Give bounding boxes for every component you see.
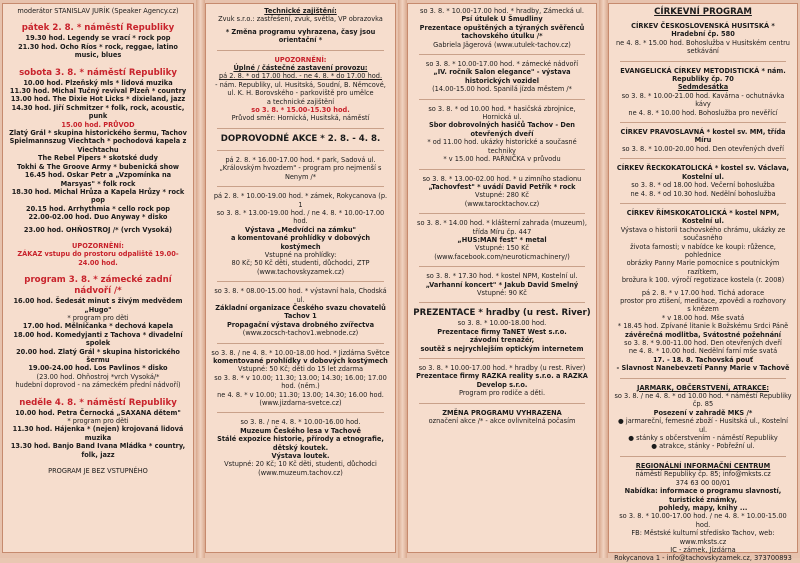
program-item: 20.00 hod. Zlatý Grál * skupina historického šermu <box>16 347 180 364</box>
info-center-heading: REGIONÁLNÍ INFORMAČNÍ CENTRUM <box>635 461 771 470</box>
event-time: pá 2. 8. * 16.00-17.00 hod. * park, Sadová ul. <box>225 155 376 164</box>
event-time: so 3. 8. / ne 4. 8. * 10.00-16.00 hod. <box>240 418 361 427</box>
closure-heading: Úplné / částečné zastavení provozu: <box>233 64 368 73</box>
program-column-3 <box>407 3 597 553</box>
event-price: Vstupné: 280 Kč <box>474 191 530 200</box>
info-center-text: IC - zámek, Jízdárna <box>670 545 736 554</box>
event-title: Prezentace firmy TaNET West s.r.o. <box>437 327 567 336</box>
event-web: (www.jizdarna-svetce.cz) <box>259 399 342 408</box>
event-time: so 3. 8. * od 10.00 hod. * hasičská zbrojnice, Hornická ul. <box>428 104 576 122</box>
weather-note: označení akce /* - akce ovlivnitelná počasím <box>428 417 576 426</box>
closure-dates: pá 2. 8. * od 17.00 hod. - ne 4. 8. * do 17.00 hod. <box>218 72 383 81</box>
day-heading-saturday: sobota 3. 8. * náměstí Republiky <box>19 67 177 78</box>
event-title: Prezentace opuštěných a týraných svěřenců <box>419 23 585 32</box>
program-change-note: * Změna programu vyhrazena, časy jsou orientační * <box>225 27 376 45</box>
program-item: 17.00 hod. Mělničanka * dechová kapela <box>22 322 174 331</box>
event-price: Vstupné: 20 Kč; 10 Kč děti, studenti, důchodci <box>224 460 377 469</box>
technical-heading: Technické zajištění: <box>264 7 337 15</box>
event-title: Muzeum Českého lesa v Tachově <box>240 426 361 435</box>
fold-line <box>398 0 407 558</box>
event-title: Základní organizace Českého svazu chovatelů Tachov 1 <box>215 303 386 321</box>
program-item: The Rebel Pipers * skotské dudy <box>38 154 158 163</box>
program-item: 16.45 hod. Oskar Petr a „Vzpomínka na Marsyas" * folk rock <box>24 171 172 188</box>
event-time: so 3. 8. * v 10.00; 11.30; 13.00; 14.30; 16.00; 17.00 hod. (něm.) <box>214 373 387 391</box>
event-time: so 3. 8. * 14.00 hod. * klášterní zahrada (muzeum), <box>417 219 587 228</box>
church-event: ne 4. 8. * 10.00 hod. Bohoslužba pro nevěřící <box>628 108 778 117</box>
program-column-1 <box>2 3 194 553</box>
church-event: ne 4. 8. * od 10.30 hod. Nedělní bohoslužba <box>630 189 776 198</box>
event-note: (14.00-15.00 hod. Spanilá jízda městem /* <box>432 85 572 94</box>
program-item: * program pro děti <box>67 417 129 426</box>
info-center-web: FB: Městské kulturní středisko Tachov, web: www.mksts.cz <box>631 529 775 546</box>
program-change-heading: ZMĚNA PROGRAMU VYHRAZENA <box>442 408 562 417</box>
event-time: so 3. 8. * 08.00-15.00 hod. * výstavní hala, Chodská ul. <box>214 287 387 304</box>
event-title: Výstava loutek. <box>271 452 330 461</box>
church-text: života farnosti; v nabídce ke koupi: růžence, pohlednice <box>630 242 776 259</box>
event-time: so 3. 8. * 10.00-17.00 hod. * zámecké nádvoří <box>425 60 579 69</box>
event-price: 80 Kč; 50 Kč děti, studenti, důchodci, ZTP <box>231 259 370 268</box>
closure-streets: - nám. Republiky, ul. Husitská, Soudní, B. Němcové, <box>215 80 386 89</box>
program-item: 10.00 hod. Petra Černocká „SAXANA dětem" <box>15 408 181 417</box>
church-event: * 18.45 hod. Zpívané litanie k Božskému Srdci Páně <box>617 322 789 331</box>
event-title: „HUS:MAN fest" * metal <box>457 235 547 244</box>
event-time: ne 4. 8. * v 10.00; 11.30; 13.00; 14.30; 16.00 hod. <box>217 390 384 399</box>
event-note: * v 15.00 hod. PAŘNIČKA v průvodu <box>443 155 561 164</box>
fold-line <box>196 0 205 558</box>
free-entry-note: PROGRAM JE BEZ VSTUPNÉHO <box>48 467 148 476</box>
event-price: Vstupné: 150 Kč <box>474 244 530 253</box>
church-text: závěrečná modlitba, Svátostné požehnání <box>625 330 781 339</box>
event-time: so 3. 8. * 17.30 hod. * kostel NPM, Kostelní ul. <box>426 272 578 281</box>
day-heading-sunday: neděle 4. 8. * náměstí Republiky <box>19 397 177 408</box>
event-title: Sbor dobrovolných hasičů Tachov - Den otevřených dveří <box>429 121 575 138</box>
event-web: (www.facebook.com/neuroticmachinery/) <box>434 252 570 261</box>
event-time: so 3. 8. * 13.00-02.00 hod. * u zimního stadionu <box>422 174 582 183</box>
program-column-4 <box>608 3 798 563</box>
church-subname: Sedmdesátka <box>677 83 729 92</box>
program-item: hudební doprovod - na zámeckém přední nádvoří) <box>15 381 181 390</box>
day-heading-friday: pátek 2. 8. * náměstí Republiky <box>21 23 175 34</box>
church-event: * v 18.00 hod. Mše svatá <box>661 313 745 322</box>
event-title: Prezentace firmy RAZKA reality s.r.o. a RAZKA Develop s.r.o. <box>416 372 588 389</box>
warning-heading: UPOZORNĚNÍ: <box>72 241 124 250</box>
church-event: ne 4. 8. * 10.00 hod. Nedělní farní mše svatá <box>628 347 778 356</box>
program-item: 19.00-24.00 hod. Los Pavlinos * disko <box>28 364 168 373</box>
event-price: Vstupné na prohlídky: <box>264 250 337 259</box>
info-center-hours: so 3. 8. * 10.00-17.00 hod. / ne 4. 8. * 10.00-15.00 hod. <box>619 512 787 529</box>
church-name: CÍRKEV ŘECKOKATOLICKÁ * kostel sv. Václava, Kostelní ul. <box>616 164 790 181</box>
church-event: ne 4. 8. * 15.00 hod. Bohoslužba v Husitském centru setkávání <box>616 38 790 56</box>
program-item: 13.30 hod. Banjo Band Ivana Mládka * country, folk, jazz <box>10 442 186 459</box>
info-center-offer: Nabídka: informace o programu slavností, turistické známky, <box>624 487 782 504</box>
fair-heading: JARMARK, OBČERSTVENÍ, ATRAKCE: <box>636 383 770 392</box>
event-web: (www.zocsch-tachov1.webnode.cz) <box>242 329 359 338</box>
event-web: Gabriela Jägerová (www.utulek-tachov.cz) <box>433 40 571 49</box>
closure-streets: a technické zajištění <box>266 97 335 106</box>
event-price: Vstupné: 90 Kč <box>477 288 527 297</box>
castle-program-heading: program 3. 8. * zámecké zadní nádvoří /* <box>24 275 172 297</box>
event-title: „Varhanní koncert" * Jakub David Smelný <box>425 280 579 289</box>
program-item: 13.00 hod. The Dixie Hot Licks * dixieland, jazz <box>10 95 186 104</box>
fair-time: so 3. 8. / ne 4. 8. * od 10.00 hod. * náměstí Republiky čp. 85 <box>614 392 792 409</box>
event-time: so 3. 8. / ne 4. 8. * 10.00-18.00 hod. * Jizdárna Světce <box>211 348 390 357</box>
event-title: Propagační výstava drobného zvířectva <box>226 320 375 329</box>
church-text: prostor pro ztišení, meditace, zpovědi a rozhovory <box>620 296 786 305</box>
event-web: (www.tachovskyzamek.cz) <box>256 267 345 276</box>
event-title: Psí útulek U Šmudliny <box>461 15 543 24</box>
program-item: 14.30 hod. Jiří Schmitzer * folk, rock, acoustic, punk <box>11 103 185 121</box>
program-item: Zlatý Grál * skupina historického šermu, Tachov <box>9 129 187 138</box>
program-item: Spielmannszug Viechtach * pochodová kapela z Viechtachu <box>9 137 187 154</box>
church-text: obrázky Panny Marie pomocnice s poutnickým razítkem, <box>626 259 780 276</box>
fair-item: ● stánky s občerstvením - náměstí Republiky <box>628 434 778 443</box>
event-title: závodní trenažér, <box>469 336 535 345</box>
program-item: 21.30 hod. Ocho Ríos * rock, reggae, latino music, blues <box>18 42 178 60</box>
event-title: a komentované prohlídky v dobových kostýmech <box>230 234 371 251</box>
event-title: dětský koutek. <box>272 443 329 452</box>
warning-heading: UPOZORNĚNÍ: <box>274 55 327 64</box>
church-event: so 3. 8. * 10.00-20.00 hod. Den otevřených dveří <box>622 144 784 153</box>
closure-streets: ul. K. H. Borovského - parkoviště pro umělce <box>227 89 374 98</box>
event-web: (www.tarocktachov.cz) <box>464 199 540 208</box>
info-center-contact: Rokycanova 1 - info@tachovskyzamek.cz, 373700893 <box>614 554 792 563</box>
church-event: so 3. 8. * od 18.00 hod. Večerní bohoslužba <box>631 181 775 190</box>
program-item: 19.30 hod. Legendy se vrací * rock pop <box>25 34 171 43</box>
church-name: CÍRKEV ČESKOSLOVENSKÁ HUSITSKÁ * Hradební čp. 580 <box>631 22 775 39</box>
parade-time: so 3. 8. * 15.00-15.30 hod. <box>251 106 350 115</box>
church-text: brožura k 100. výročí regotizace kostela (r. 2008) <box>621 276 785 285</box>
program-item: 11.30 hod. Michal Tučný revival Plzeň * country <box>9 87 187 96</box>
parade-heading: 15.00 hod. PRŮVOD <box>61 120 135 129</box>
event-title: Výstava „Medvídci na zámku" <box>245 225 356 234</box>
event-title: tachovského útulku /* <box>461 32 543 41</box>
church-event: so 3. 8. * 9.00-11.00 hod. Den otevřených dveří <box>624 339 782 347</box>
event-time: so 3. 8. * 13.00-19.00 hod. / ne 4. 8. * 10.00-17.00 hod. <box>216 208 385 226</box>
event-note: Program pro rodiče a děti. <box>458 389 546 398</box>
event-title: „IV. ročník Salon elegance" - výstava historických vozidel <box>433 68 571 85</box>
church-name: CÍRKEV PRAVOSLAVNÁ * kostel sv. MM, třída Míru <box>620 128 786 145</box>
warning-text: ZÁKAZ vstupu do prostoru odpaliště 19.00-24.00 hod. <box>17 250 179 267</box>
church-text: Výstava o historii tachovského chrámu, ukázky ze současného <box>620 225 786 243</box>
presentations-heading: PREZENTACE * hradby (u rest. River) <box>413 308 591 319</box>
program-item: 16.00 hod. Šedesát minut s živým medvědem „Hugo" <box>13 297 183 314</box>
program-item: (23.00 hod. Ohňostroj *vrch Vysoká/* <box>36 372 160 381</box>
fireworks-item: 23.00 hod. OHŇOSTROJ /* (vrch Vysoká) <box>23 225 173 234</box>
church-event: 17. - 18. 8. Tachovská pouť <box>652 355 754 364</box>
fair-item: ● jarmareční, femesné zboží - Husitská ul., Kostelní ul. <box>618 417 788 434</box>
church-name: EVANGELICKÁ CÍRKEV METODISTICKÁ * nám. Republiky čp. 70 <box>620 66 786 84</box>
program-item: 20.15 hod. Arrhythmia * cello rock pop <box>25 204 171 213</box>
moderator-line: moderátor STANISLAV JURÍK (Speaker Agency.cz) <box>17 7 179 15</box>
event-price: Vstupné: 50 Kč; děti do 15 let zdarma <box>237 365 364 374</box>
parade-route: Průvod směr: Hornická, Husitská, náměstí <box>231 114 370 123</box>
program-column-2 <box>205 3 396 553</box>
program-item: 18.00 hod. Komedyjanti z Tachova * divadelní spolek <box>13 330 183 348</box>
program-item: * program pro děti <box>67 313 129 322</box>
church-text: s knězem <box>687 305 719 314</box>
church-event: pá 2. 8. * v 17.00 hod. Tichá adorace <box>641 288 765 297</box>
side-events-heading: DOPROVODNÉ AKCE * 2. 8. - 4. 8. <box>220 133 381 144</box>
church-text: - Slavnost Nanebevzetí Panny Marie v Tachově <box>616 364 790 373</box>
event-time: so 3. 8. * 10.00-18.00 hod. <box>457 319 547 328</box>
event-title: Stálé expozice historie, přírody a etnografie, <box>217 435 384 444</box>
event-title: „Královským hvozdem" - program pro nejmenší s Nenym /* <box>219 164 382 181</box>
info-center-offer: pohledy, mapy, knihy ... <box>658 503 748 512</box>
event-title: „Tachovfest" * uvádí David Petřík * rock <box>428 182 576 191</box>
info-center-address: náměstí Republiky čp. 85; info@mksts.cz <box>635 470 771 479</box>
program-item: 10.00 hod. Plzeňský mls * lidová muzika <box>23 78 173 87</box>
event-time: pá 2. 8. * 10.00-19.00 hod. * zámek, Rokycanova (p. 1 <box>213 192 388 209</box>
program-item: 18.30 hod. Michal Hrůza a Kapela Hrůzy * rock pop <box>11 187 185 205</box>
event-place: třída Míru čp. 447 <box>472 227 532 236</box>
event-web: (www.muzeum.tachov.cz) <box>258 468 343 477</box>
church-event: so 3. 8. * 10.00-21.00 hod. Kavárna - ochutnávka kávy <box>621 91 785 109</box>
event-title: komentované prohlídky v dobových kostýmech <box>213 357 388 365</box>
event-note: * od 11.00 hod. ukázky historické a současné techniky <box>427 138 577 155</box>
church-name: CÍRKEV ŘÍMSKOKATOLICKÁ * kostel NPM, Kostelní ul. <box>626 208 780 226</box>
program-item: 22.00-02.00 hod. Duo Anyway * disko <box>28 213 168 222</box>
program-item: Tokhi & The Groove Army * bubenická show <box>17 162 179 171</box>
church-program-heading: CÍRKEVNÍ PROGRAM <box>654 7 752 17</box>
fair-text: Posezení v zahradě MKS /* <box>653 408 753 417</box>
event-time: so 3. 8. * 10.00-17.00 hod. * hradby, Zámecká ul. <box>420 7 584 15</box>
program-item: 11.30 hod. Hájenka * (nejen) krojovaná lidová muzika <box>12 425 184 442</box>
event-title: soutěž s nejrychlejším optickým internetem <box>420 344 584 353</box>
fair-item: ● atrakce, stánky - Pobřežní ul. <box>651 442 755 451</box>
fold-line <box>599 0 608 558</box>
technical-text: Zvuk s.r.o.: zastřešení, zvuk, světla, VP obrazovka <box>218 15 383 24</box>
info-center-phone: 374 63 00 00/01 <box>675 478 731 487</box>
event-time: so 3. 8. * 10.00-17.00 hod. * hradby (u rest. River) <box>418 364 586 372</box>
